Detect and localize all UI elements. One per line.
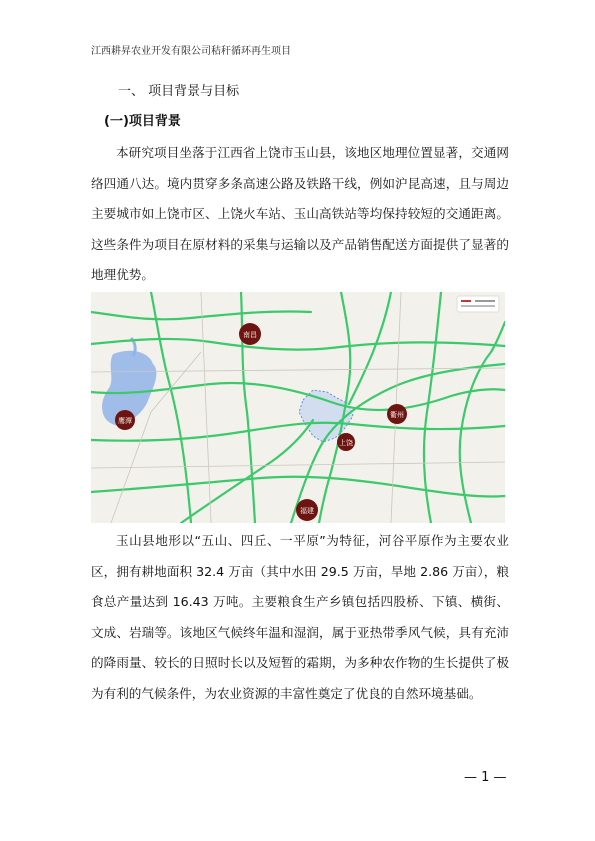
marker-label: 衢州 (390, 411, 404, 419)
marker-label: 上饶 (339, 439, 353, 447)
document-header: 江西耕昇农业开发有限公司秸秆循环再生项目 (91, 46, 291, 57)
page-number: — 1 — (464, 770, 507, 785)
paragraph-terrain: 玉山县地形以“五山、四丘、一平原”为特征，河谷平原作为主要农业区，拥有耕地面积 32.4 万亩（其中水田 29.5 万亩，旱地 2.86 万亩），粮食总产量达到 16.43 万吨。主要粮食生产乡镇包括四股桥、下镇、横街、文成、岩瑞等。该地区气候终年温和湿润，属于亚热带季风气候，具有充沛的降雨量、较长的日照时长以及短暂的霜期，为多种农作物的生长提供了极为有利的气候条件，为农业资源的丰富性奠定了优良的自然环境基础。 (91, 533, 509, 701)
subsection-title: (一)项目背景 (104, 114, 181, 129)
marker-label: 福建 (300, 507, 314, 515)
map-markers (115, 323, 407, 521)
location-map (91, 292, 505, 523)
map-legend-box (457, 296, 499, 312)
marker-label: 鹰潭 (118, 417, 132, 425)
marker-label: 南昌 (243, 331, 257, 339)
section-title: 一、 项目背景与目标 (118, 84, 240, 99)
paragraph-background: 本研究项目坐落于江西省上饶市玉山县，该地区地理位置显著，交通网络四通八达。境内贯穿多条高速公路及铁路干线，例如沪昆高速，且与周边主要城市如上饶市区、上饶火车站、玉山高铁站等均保持较短的交通距离。这些条件为项目在原材料的采集与运输以及产品销售配送方面提供了显著的地理优势。 (91, 145, 509, 282)
